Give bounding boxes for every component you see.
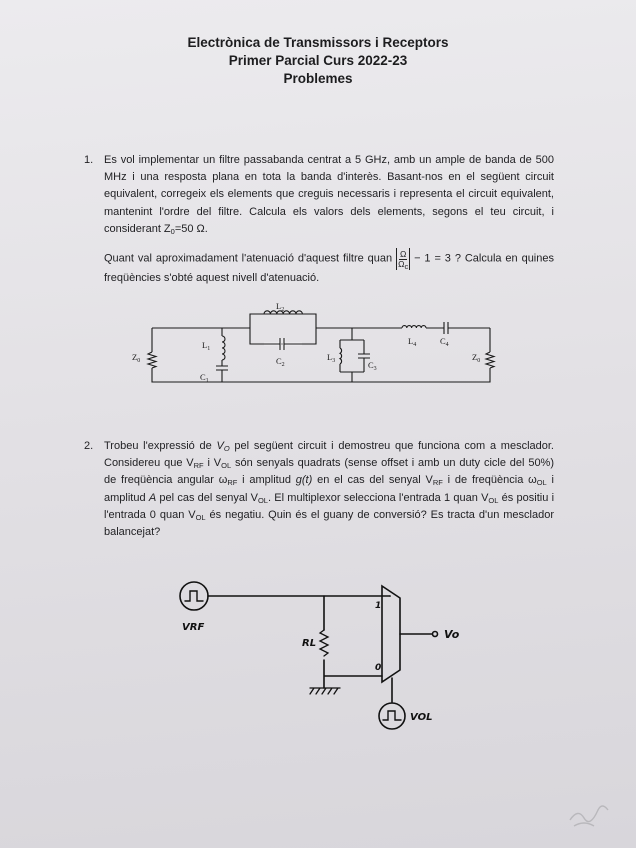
svg-text:VOL: VOL (410, 712, 433, 723)
svg-text:C2: $C_2$ (276, 356, 285, 368)
svg-text:L1: $L_1$ (202, 340, 211, 352)
svg-text:C4: $C_4$ (440, 336, 449, 348)
l3-inductor (340, 348, 342, 364)
svg-text:C3: $C_3$ (368, 360, 377, 372)
problem-1-number: 1. (84, 154, 94, 166)
ground-icon (310, 688, 340, 694)
problem-2 (84, 438, 555, 541)
mixer-circuit (170, 572, 470, 732)
problem-1-paragraph-1: Es vol implementar un filtre passabanda centrat a 5 GHz, amb un ample de banda de 500 MHz i una resposta plana en tota la banda d'interès. Basant-nos en el següent circuit equivalent, corregeix els elements que creguis necessaris i representa el circuit equivalent, mantenint l'ordre del filtre. Calcula els valors dels elements, segons el teu circuit, i considerant $Z_0=50$ Ω. (104, 154, 554, 236)
svg-text:RL: RL (302, 638, 317, 649)
vrf-source-icon (180, 582, 208, 610)
z0-right-resistor (486, 352, 494, 368)
corner-mark (564, 796, 614, 830)
svg-text:Z0: $Z_0$ (472, 352, 481, 364)
filter-circuit (132, 300, 500, 392)
c4-capacitor (444, 322, 448, 334)
exam-header (0, 34, 636, 88)
svg-text:Z0: $Z_0$ (132, 352, 141, 364)
svg-text:L4: $L_4$ (408, 336, 417, 348)
z0-left-resistor (148, 352, 156, 368)
l4-inductor (402, 326, 426, 328)
svg-text:L3: $L_3$ (327, 352, 336, 364)
problem-1-paragraph-2: Quant val aproximadament l'atenuació d'aquest filtre quan $\frac{\Omega}{\Omega_c}$ − 1 = 3 ? Calcula en quines freqüències s'obté aquest nivell d'atenuació. (104, 248, 554, 285)
svg-text:Vo: Vo (444, 628, 460, 641)
problem-2-number: 2. (84, 440, 94, 452)
svg-text:C1: $C_1$ (200, 372, 209, 384)
exam-title: Primer Parcial Curs 2022-23 (228, 53, 408, 68)
problem-1 (84, 152, 554, 288)
l1-inductor (222, 336, 225, 360)
vol-source-icon (379, 703, 405, 729)
multiplexer (382, 586, 400, 682)
svg-text:0: 0 (375, 663, 382, 673)
omega-ratio: $\frac{\Omega}{\Omega_c}$ (398, 248, 409, 271)
svg-text:L2: $L_2$ (276, 301, 285, 313)
svg-text:VRF: VRF (182, 622, 205, 633)
section-title: Problemes (283, 71, 353, 86)
problem-2-paragraph: Trobeu l'expressió de $V_O$ pel següent circuit i demostreu que funciona com a mesclador. Considereu que $V_{RF}$ i $V_{OL}$ són senyals quadrats (sense offset i amb un duty cicle del 50%) de freqüència angular $\omega_{RF}$ i amplitud g(t) en el cas del senyal $V_{RF}$ i de freqüència $\omega_{OL}$ i amplitud A pel cas del senyal $V_{OL}$. El multiplexor selecciona l'entrada 1 quan $V_{OL}$ és positiu i l'entrada 0 quan $V_{OL}$ és negatiu. Quin és el guany de conversió? Es tracta d'un mesclador balancejat? (104, 440, 555, 539)
svg-text:1: 1 (375, 601, 382, 611)
rl-resistor (320, 630, 328, 656)
course-title: Electrònica de Transmissors i Receptors (187, 35, 449, 50)
